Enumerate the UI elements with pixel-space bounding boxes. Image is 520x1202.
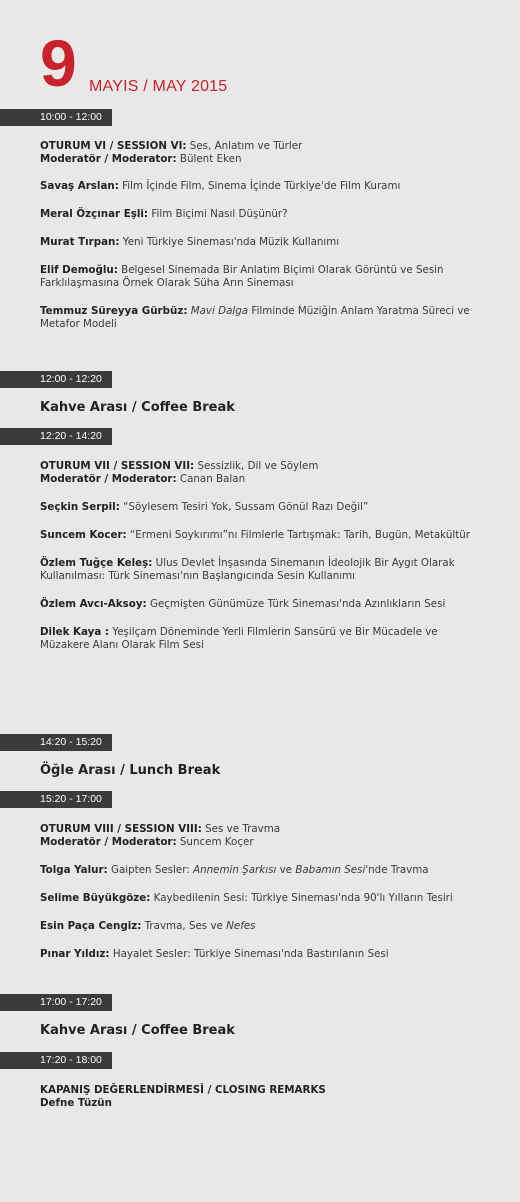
session-title: OTURUM VI / SESSION VI: Ses, Anlatım ve Türler Moderatör / Moderator: Bülent Eken: [40, 140, 303, 165]
coffee-break: Kahve Arası / Coffee Break: [40, 1023, 235, 1038]
day-number: 9: [40, 26, 77, 100]
talk: Savaş Arslan: Film İçinde Film, Sinema İçinde Türkiye'de Film Kuramı: [40, 180, 401, 192]
closing: [40, 1084, 490, 1124]
time-bar: 17:20 - 18:00: [0, 1052, 112, 1069]
talk: Meral Özçınar Eşli: Film Biçimi Nasıl Düşünür?: [40, 208, 288, 220]
talk: Murat Tırpan: Yeni Türkiye Sineması'nda Müzik Kullanımı: [40, 236, 340, 248]
talk: Tolga Yalur: Gaipten Sesler: Annemin Şarkısı ve Babamın Sesi'nde Travma: [40, 864, 429, 876]
session-7: [40, 460, 490, 666]
talk: Esin Paça Cengiz: Travma, Ses ve Nefes: [40, 920, 256, 932]
closing-remarks: KAPANIŞ DEĞERLENDİRMESİ / CLOSING REMARKS Defne Tüzün: [40, 1084, 326, 1109]
talk: Selime Büyükgöze: Kaybedilenin Sesi: Türkiye Sineması'nda 90'lı Yılların Tesiri: [40, 892, 453, 904]
talk: Seçkin Serpil: “Söylesem Tesiri Yok, Sussam Gönül Razı Değil”: [40, 501, 369, 513]
time-bar: 15:20 - 17:00: [0, 791, 112, 808]
talk: Suncem Kocer: “Ermeni Soykırımı”nı Filmlerle Tartışmak: Tarih, Bugün, Metakültür: [40, 529, 471, 541]
month-label: MAYIS / MAY 2015: [89, 78, 228, 95]
time-bar: 12:20 - 14:20: [0, 428, 112, 445]
session-6: [40, 140, 490, 345]
time-bar: 10:00 - 12:00: [0, 109, 112, 126]
lunch-break: Öğle Arası / Lunch Break: [40, 763, 221, 778]
talk: Dilek Kaya : Yeşilçam Döneminde Yerli Filmlerin Sansürü ve Bir Mücadele ve Müzakere Alanı Olarak Film Sesi: [40, 626, 438, 651]
time-bar: 12:00 - 12:20: [0, 371, 112, 388]
session-title: OTURUM VII / SESSION VII: Sessizlik, Dil ve Söylem Moderatör / Moderator: Canan Balan: [40, 460, 319, 485]
talk: Özlem Avcı-Aksoy: Geçmişten Günümüze Türk Sineması'nda Azınlıkların Sesi: [40, 598, 446, 610]
talk: Temmuz Süreyya Gürbüz: Mavi Dalga Filminde Müziğin Anlam Yaratma Süreci ve Metafor Modeli: [40, 305, 470, 330]
time-bar: 17:00 - 17:20: [0, 994, 112, 1011]
time-bar: 14:20 - 15:20: [0, 734, 112, 751]
talk: Pınar Yıldız: Hayalet Sesler: Türkiye Sineması'nda Bastırılanın Sesi: [40, 948, 389, 960]
session-8: [40, 823, 490, 975]
session-title: OTURUM VIII / SESSION VIII: Ses ve Travma Moderatör / Moderator: Suncem Koçer: [40, 823, 281, 848]
talk: Özlem Tuğçe Keleş: Ulus Devlet İnşasında Sinemanın İdeolojik Bir Aygıt Olarak Kullanılması: Türk Sineması'nın Başlangıcında Sesin Kullanımı: [40, 557, 455, 582]
talk: Elif Demoğlu: Belgesel Sinemada Bir Anlatım Biçimi Olarak Görüntü ve Sesin Farklılaşmasına Örnek Olarak Süha Arın Sineması: [40, 264, 444, 289]
coffee-break: Kahve Arası / Coffee Break: [40, 400, 235, 415]
